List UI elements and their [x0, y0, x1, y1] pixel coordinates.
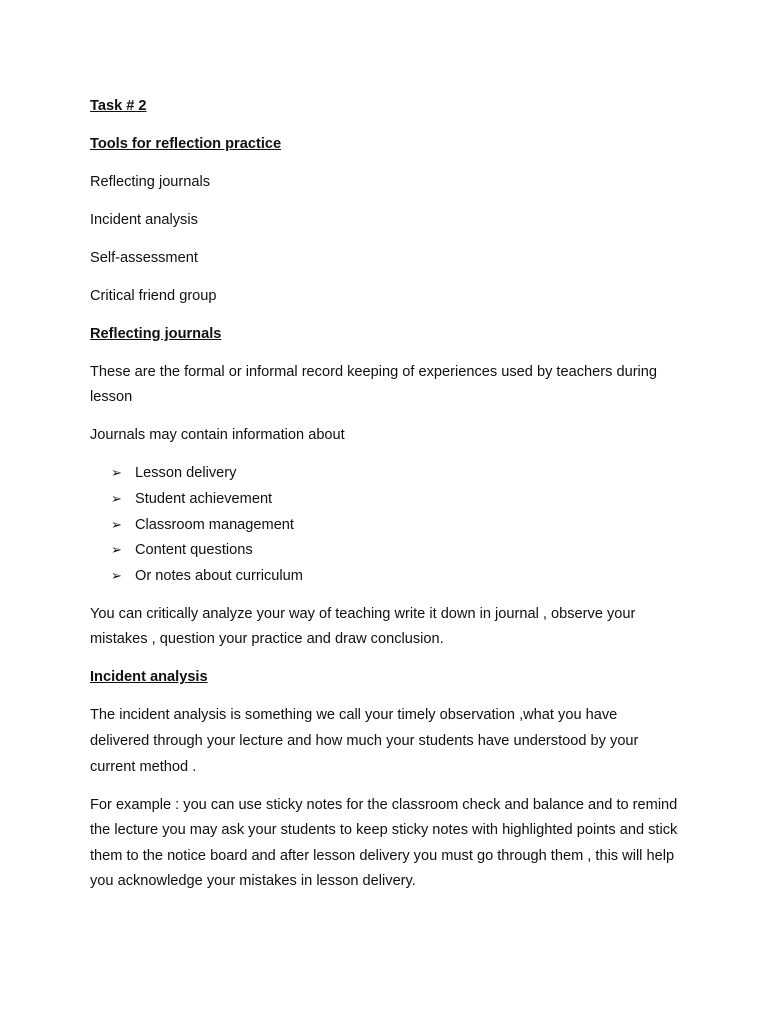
incident-example: For example : you can use sticky notes for the classroom check and balance and to remind the lecture you may ask your students to keep sticky notes with highlighted points and stick them to the notice board and after lesson delivery you must go through them , this will help you acknowledge your mistakes in lesson delivery.	[90, 796, 678, 890]
journals-conclusion: You can critically analyze your way of teaching write it down in journal , observe your mistakes , question your practice and draw conclusion.	[90, 605, 636, 648]
incident-heading: Incident analysis	[90, 669, 208, 686]
arrowhead-bullet-icon: ➢	[111, 466, 122, 482]
tools-heading: Tools for reflection practice	[90, 135, 282, 152]
list-item	[90, 513, 680, 539]
tool-item-reflecting-journals: Reflecting journals	[90, 173, 211, 190]
bullet-text: Lesson delivery	[135, 465, 237, 482]
journals-bullet-list	[90, 461, 680, 589]
arrowhead-bullet-icon: ➢	[111, 543, 122, 559]
bullet-text: Classroom management	[135, 516, 294, 533]
arrowhead-bullet-icon: ➢	[111, 517, 122, 533]
document-body	[90, 94, 680, 907]
tool-item-critical-friend-group: Critical friend group	[90, 287, 217, 304]
incident-description: The incident analysis is something we call your timely observation ,what you have delivered through your lecture and how much your students have understood by your current method .	[90, 707, 639, 775]
task-title: Task # 2	[90, 98, 147, 114]
tool-item-self-assessment: Self-assessment	[90, 249, 198, 266]
tool-item-incident-analysis: Incident analysis	[90, 211, 198, 228]
journals-intro: Journals may contain information about	[90, 427, 345, 444]
bullet-text: Student achievement	[135, 491, 273, 508]
arrowhead-bullet-icon: ➢	[111, 568, 122, 584]
bullet-text: Or notes about curriculum	[135, 567, 303, 584]
journals-heading: Reflecting journals	[90, 325, 222, 342]
arrowhead-bullet-icon: ➢	[111, 492, 122, 508]
journals-description: These are the formal or informal record keeping of experiences used by teachers during lesson	[90, 363, 658, 406]
list-item	[90, 487, 680, 513]
list-item	[90, 461, 680, 487]
list-item	[90, 538, 680, 564]
list-item	[90, 564, 680, 590]
bullet-text: Content questions	[135, 542, 253, 559]
